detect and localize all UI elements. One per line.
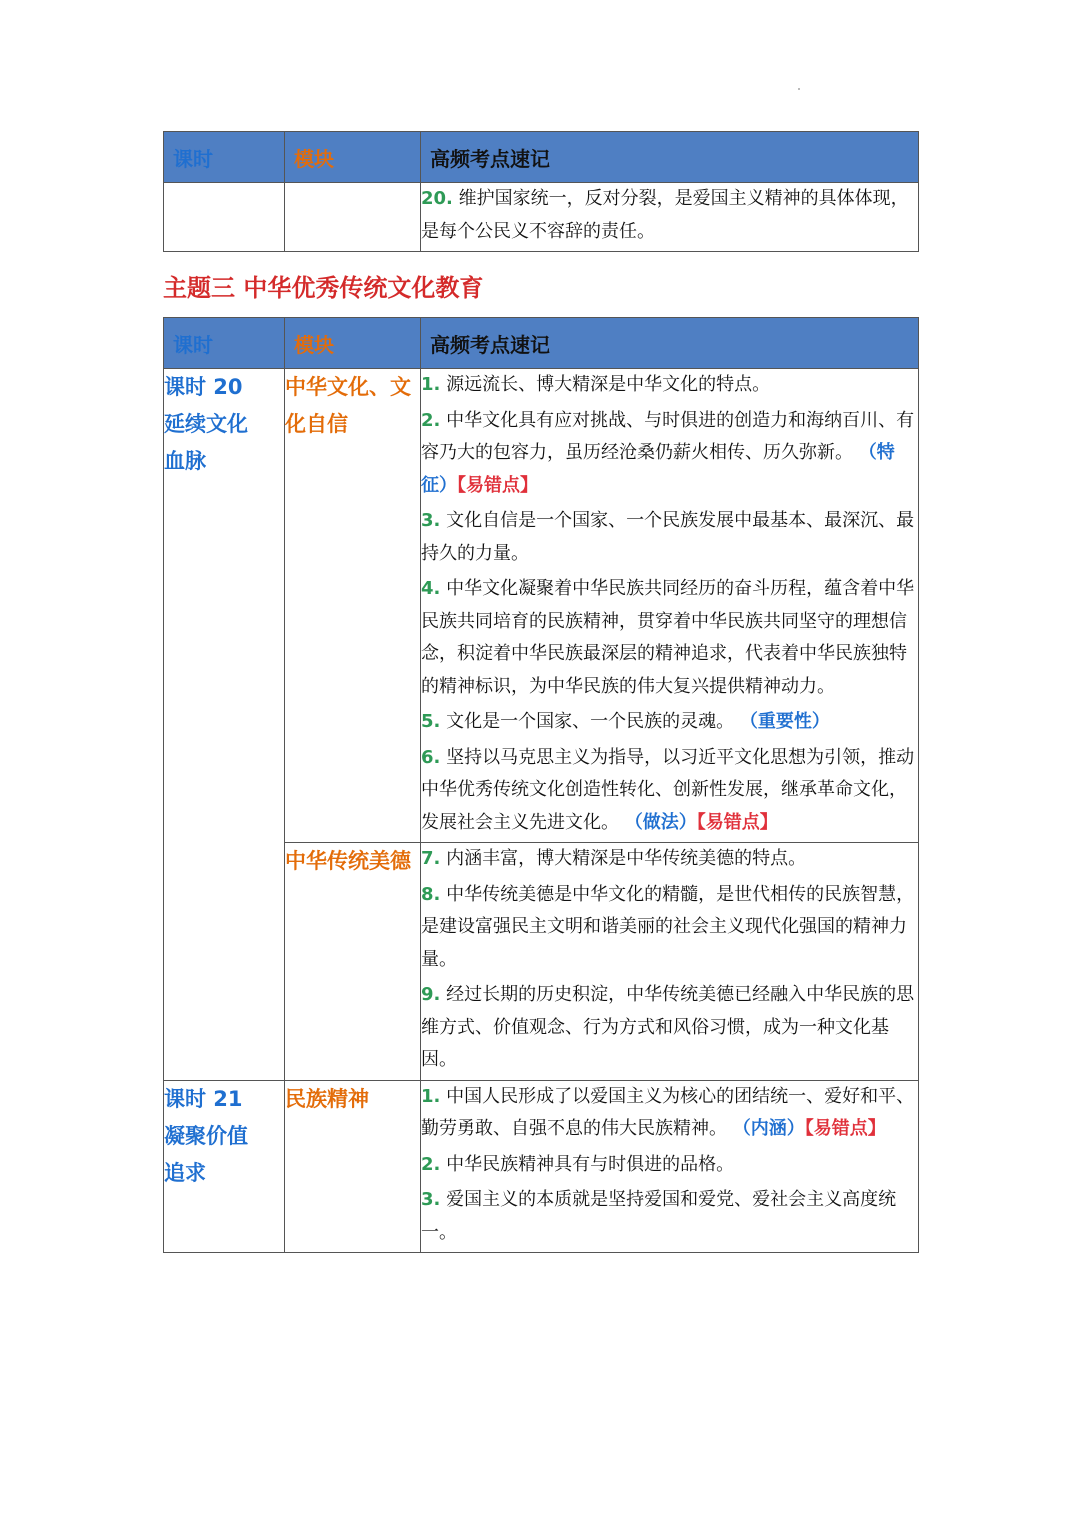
- point-item: 5. 文化是一个国家、一个民族的灵魂。 （重要性）: [421, 711, 830, 732]
- table-row: [164, 183, 919, 252]
- header-module: 模块: [285, 132, 421, 183]
- lesson-cell-empty: [164, 183, 285, 252]
- points-cell: [421, 183, 919, 252]
- point-item: 6. 坚持以马克思主义为指导，以习近平文化思想为引领，推动中华优秀传统文化创造性转化、创新性发展，继承革命文化，发展社会主义先进文化。 （做法）【易错点】: [421, 746, 915, 833]
- header-points: 高频考点速记: [421, 132, 919, 183]
- module-traditional-virtue: 中华传统美德: [285, 843, 421, 1081]
- header-module: 模块: [285, 318, 421, 369]
- header-points: 高频考点速记: [421, 318, 919, 369]
- table-header-row: [164, 318, 919, 369]
- tag-error-prone: 【易错点】: [457, 474, 538, 496]
- table-row-module-c: [164, 1080, 919, 1253]
- point-item: 4. 中华文化凝聚着中华民族共同经历的奋斗历程，蕴含着中华民族共同培育的民族精神，贯穿着中华民族共同坚守的理想信念，积淀着中华民族最深层的精神追求，代表着中华民族独特的精神标识，为中华民族的伟大复兴提供精神动力。: [421, 578, 915, 697]
- point-item: 3. 爱国主义的本质就是坚持爱国和爱党、爱社会主义高度统一。: [421, 1189, 897, 1243]
- header-lesson: 课时: [164, 318, 285, 369]
- tag-connotation: （内涵）: [732, 1118, 805, 1139]
- lesson-21-cell: 课时 21 凝聚价值 追求: [164, 1080, 285, 1253]
- point-item: 3. 文化自信是一个国家、一个民族发展中最基本、最深沉、最持久的力量。: [421, 510, 915, 564]
- points-cell-b: [421, 843, 919, 1081]
- table-header-row: [164, 132, 919, 183]
- point-item: 1. 中国人民形成了以爱国主义为核心的团结统一、爱好和平、勤劳勇敢、自强不息的伟大民族精神。 （内涵）【易错点】: [421, 1085, 915, 1139]
- table-continued: [163, 131, 919, 252]
- points-cell-a: [421, 369, 919, 843]
- point-item: 1. 源远流长、博大精深是中华文化的特点。: [421, 374, 771, 395]
- scan-dot: [798, 88, 800, 90]
- module-cell-empty: [285, 183, 421, 252]
- tag-feature: （特征）: [421, 442, 895, 496]
- lesson-20-cell: 课时 20 延续文化 血脉: [164, 369, 285, 1081]
- tag-error-prone: 【易错点】: [804, 1118, 886, 1139]
- module-national-spirit: 民族精神: [285, 1080, 421, 1253]
- point-item: 2. 中华文化具有应对挑战、与时俱进的创造力和海纳百川、有容乃大的包容力，虽历经沧桑仍薪火相传、历久弥新。 （特征）【易错点】: [421, 409, 915, 496]
- point-item: 20. 维护国家统一，反对分裂，是爱国主义精神的具体体现，是每个公民义不容辞的责任。: [421, 188, 909, 242]
- table-theme-three: [163, 317, 919, 1253]
- points-cell-c: [421, 1080, 919, 1253]
- section-title: 主题三 中华优秀传统文化教育: [163, 274, 484, 302]
- tag-importance: （重要性）: [739, 711, 830, 732]
- module-culture-confidence: 中华文化、文化自信: [285, 369, 421, 843]
- table-row-module-a: [164, 369, 919, 843]
- tag-error-prone: 【易错点】: [696, 811, 778, 833]
- header-lesson: 课时: [164, 132, 285, 183]
- point-item: 9. 经过长期的历史积淀，中华传统美德已经融入中华民族的思维方式、价值观念、行为方式和风俗习惯，成为一种文化基因。: [421, 984, 915, 1070]
- point-item: 7. 内涵丰富，博大精深是中华传统美德的特点。: [421, 848, 807, 869]
- point-item: 8. 中华传统美德是中华文化的精髓，是世代相传的民族智慧，是建设富强民主文明和谐美丽的社会主义现代化强国的精神力量。: [421, 883, 915, 970]
- point-item: 2. 中华民族精神具有与时俱进的品格。: [421, 1153, 735, 1175]
- tag-method: （做法）: [624, 811, 697, 833]
